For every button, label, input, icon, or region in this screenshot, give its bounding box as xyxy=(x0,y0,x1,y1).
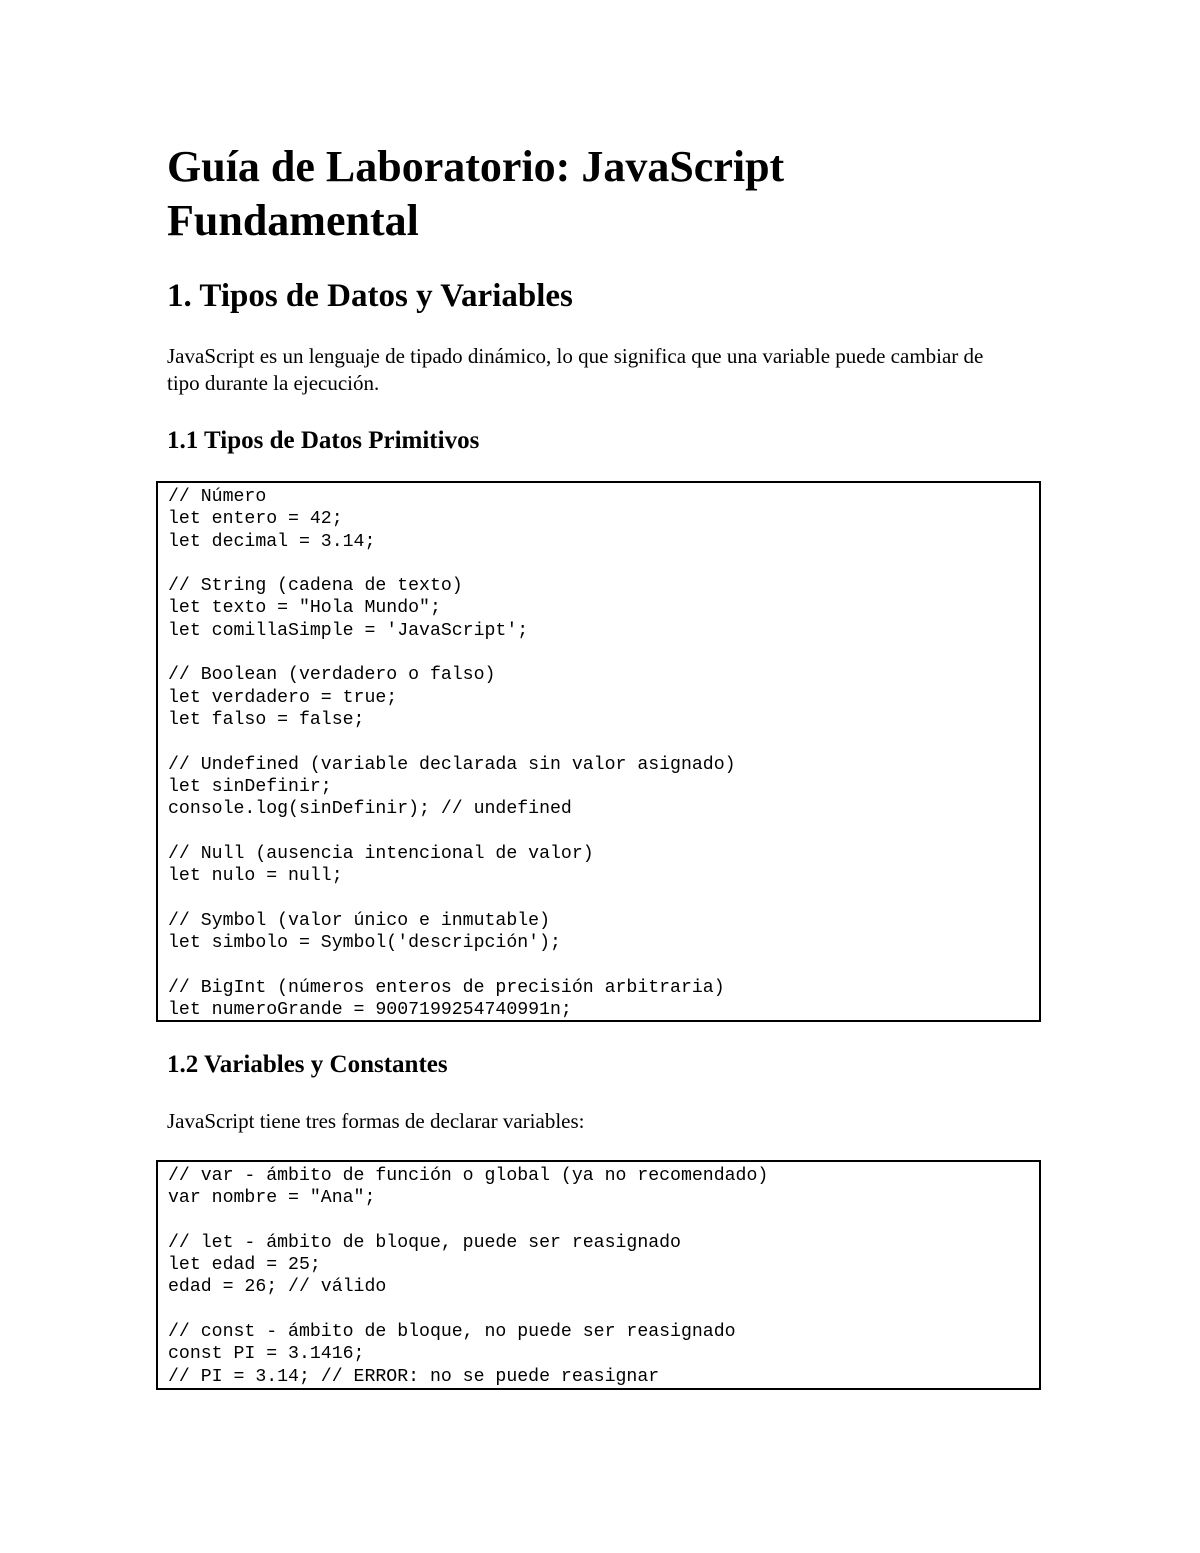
code-line: let falso = false; xyxy=(168,709,365,730)
code-line: // const - ámbito de bloque, no puede ser reasignado xyxy=(168,1322,736,1343)
code-line: let decimal = 3.14; xyxy=(168,531,376,552)
code-line: const PI = 3.1416; xyxy=(168,1344,365,1365)
code-line xyxy=(168,553,1029,575)
code-line xyxy=(168,1210,1029,1232)
code-line: let edad = 25; xyxy=(168,1255,321,1276)
code-line: // Boolean (verdadero o falso) xyxy=(168,665,496,686)
subsection-1-1-heading: 1.1 Tipos de Datos Primitivos xyxy=(167,427,480,454)
code-line: // Symbol (valor único e inmutable) xyxy=(168,910,550,931)
code-line: let numeroGrande = 9007199254740991n; xyxy=(168,999,572,1020)
code-line xyxy=(168,954,1029,976)
section-1-intro: JavaScript es un lenguaje de tipado dinámico, lo que significa que una variable puede cambiar de tipo durante la ejecución. xyxy=(167,344,984,395)
code-line: // BigInt (números enteros de precisión arbitraria) xyxy=(168,977,725,998)
code-line: edad = 26; // válido xyxy=(168,1277,387,1298)
code-line xyxy=(168,1299,1029,1321)
code-line: let comillaSimple = 'JavaScript'; xyxy=(168,620,529,641)
code-line: // Undefined (variable declarada sin valor asignado) xyxy=(168,754,736,775)
code-line: let verdadero = true; xyxy=(168,687,398,708)
code-line: // var - ámbito de función o global (ya no recomendado) xyxy=(168,1166,769,1186)
subsection-1-2-intro: JavaScript tiene tres formas de declarar variables: xyxy=(167,1109,585,1133)
code-line: let nulo = null; xyxy=(168,866,343,887)
document-title: Guía de Laboratorio: JavaScript Fundamental xyxy=(167,142,785,245)
code-line: var nombre = "Ana"; xyxy=(168,1188,376,1209)
code-line: let entero = 42; xyxy=(168,509,343,530)
code-line xyxy=(168,820,1029,842)
code-line: // PI = 3.14; // ERROR: no se puede reasignar xyxy=(168,1366,660,1387)
code-line: console.log(sinDefinir); // undefined xyxy=(168,799,572,820)
section-1-heading: 1. Tipos de Datos y Variables xyxy=(167,278,573,314)
code-line: // String (cadena de texto) xyxy=(168,576,463,597)
code-line xyxy=(168,642,1029,664)
code-line: let simbolo = Symbol('descripción'); xyxy=(168,932,561,953)
code-line: // Número xyxy=(168,487,267,507)
code-line: // let - ámbito de bloque, puede ser reasignado xyxy=(168,1232,681,1253)
code-block-variables xyxy=(156,1160,1041,1390)
code-line: // Null (ausencia intencional de valor) xyxy=(168,843,594,864)
code-line: let texto = "Hola Mundo"; xyxy=(168,598,441,619)
code-line xyxy=(168,887,1029,909)
subsection-1-2-heading: 1.2 Variables y Constantes xyxy=(167,1051,448,1078)
code-block-primitive-types xyxy=(156,481,1041,1022)
code-line: let sinDefinir; xyxy=(168,776,332,797)
code-line xyxy=(168,731,1029,753)
